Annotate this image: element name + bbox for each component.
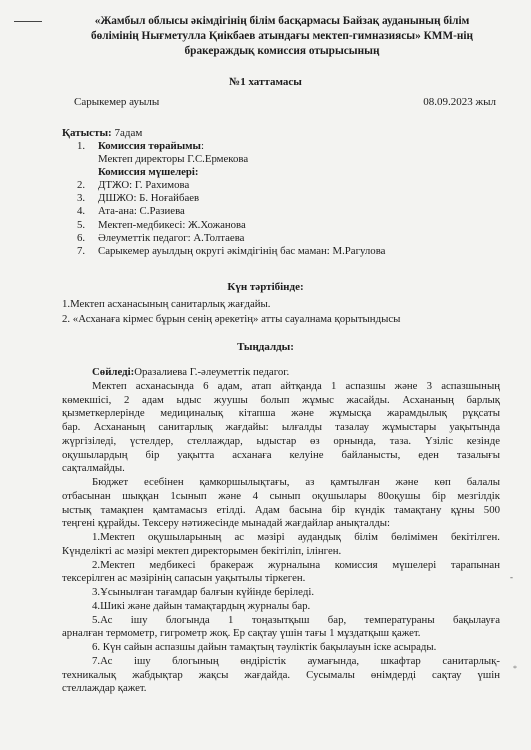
document-header	[62, 14, 502, 59]
commission-list	[77, 140, 385, 258]
member-text: Сарыкемер ауылдың округі әкімдігінің бас маман: М.Рагулова	[98, 244, 386, 257]
body-line: көмекшісі, 2 адам ыдыс жуушы болып жұмыс жасайды. Асхананың барлық	[62, 393, 500, 406]
chair-row	[77, 140, 385, 153]
member-text: Мектеп-медбикесі: Ж.Хожанова	[98, 218, 246, 231]
body-line: ыстық тамақпен қамтамасыз етілді. Адам басына бір күндік тамақтану құны 500	[62, 503, 500, 516]
speaker-label: Сөйледі:	[92, 366, 135, 378]
list-number: 5.	[77, 218, 86, 231]
body-line: 5.Ас ішу блогында 1 тоңазытқыш бар, температураны бақылауға	[92, 613, 500, 626]
margin-mark: *	[513, 664, 517, 673]
agenda-item: 2. «Асханаға кірмес бұрын сенің әрекетің» атты сауалнама қорытындысы	[62, 312, 401, 325]
attendees	[62, 127, 142, 139]
members-label	[77, 166, 385, 179]
member-text: Ата-ана: С.Разиева	[98, 205, 185, 218]
member-row	[77, 192, 385, 205]
body-line: Күнделікті ас мәзірі мектеп директорымен бекітіліп, ілінген.	[62, 544, 342, 557]
member-row	[77, 205, 385, 218]
member-text: ДТЖО: Г. Рахимова	[98, 179, 190, 192]
member-text: ДШЖО: Б. Ноғайбаев	[98, 192, 200, 205]
chair-label: Комиссия төрайымы	[98, 140, 201, 152]
member-row	[77, 232, 385, 245]
list-number: 7.	[77, 244, 86, 257]
list-number: 6.	[77, 231, 86, 244]
body-line: жүргізіледі, үстелдер, стеллаждар, ыдыстар өз орнында, таза. Үзіліс кезінде	[62, 434, 500, 447]
heard-title: Тыңдалды:	[237, 341, 294, 353]
header-line-3: бракераждық комиссия отырысының	[184, 45, 380, 57]
protocol-number: №1 хаттамасы	[229, 76, 302, 88]
body-lines	[62, 380, 500, 696]
body-line: 4.Шикі және дайын тамақтардың журналы бар.	[92, 599, 311, 612]
body-line: тексерілген ас мәзірінің сапасын уақытылы тіркеген.	[62, 572, 306, 585]
body-line: стеллаждар қажет.	[62, 682, 147, 695]
member-text: Әлеуметтік педагог: А.Толтаева	[98, 231, 245, 244]
body-line: сақталмайды.	[62, 462, 125, 475]
body-line: оқушылардың бір уақытта асханаға келуіне байланысты, еден тазалығы	[62, 448, 500, 461]
body-line: 2.Мектеп медбикесі бракераж журналына комиссия мүшелері тарапынан	[92, 558, 500, 571]
body-line: Бюджет есебінен қамкоршылықтағы, аз қамтылған және көп балалы	[92, 476, 500, 488]
members-label-text: Комиссия мүшелері:	[98, 166, 199, 179]
place-text: Сарыкемер ауылы	[74, 96, 160, 108]
member-row	[77, 219, 385, 232]
header-line-1: «Жамбыл облысы әкімдігінің білім басқармасы Байзақ ауданының білім	[94, 15, 470, 27]
corner-dash	[14, 21, 42, 22]
agenda-item: 1.Мектеп асханасының санитарлық жағдайы.	[62, 298, 271, 310]
list-number: 4.	[77, 205, 86, 218]
list-number: 3.	[77, 192, 86, 205]
body-line: отбасынан шыққан 1сынып және 4 сынып оқушылары 80оқушы бір мезгілдік	[62, 489, 500, 502]
chair-name: Мектеп директоры Г.С.Ермекова	[98, 153, 249, 166]
date-text: 08.09.2023 жыл	[423, 96, 496, 108]
list-number: 2.	[77, 179, 86, 192]
speaker-name: Оразалиева Г.-әлеуметтік педагог.	[134, 366, 290, 378]
body-line: 6. Күн сайын аспазшы дайын тамақтың тәуліктік бақылауын іске асырады.	[92, 641, 437, 653]
header-line-2: бөлімінің Нығметулла Қиікбаев атындағы мектеп-гимназиясы» КММ-нің	[90, 30, 474, 42]
member-row	[77, 245, 385, 258]
speaker-line	[62, 366, 500, 380]
body-line: бар. Асхананың санитарлық жағдайы: ылғалды тазалау жұмыстары уақытында	[62, 421, 500, 433]
body-line: техникалық жабдықтар жақсы жағдайда. Сусымалы өнімдерді сақтау үшін	[62, 668, 500, 681]
margin-mark: -	[510, 572, 513, 582]
attendees-label: Қатысты:	[62, 127, 112, 139]
body-line: Мектеп асханасында 6 адам, атап айтқанда 1 аспазшы және 3 аспазшының	[92, 379, 500, 392]
member-row	[77, 179, 385, 192]
agenda-list	[62, 297, 400, 326]
body-line: 3.Ұсынылған тағамдар балғын күйінде беріледі.	[92, 586, 315, 598]
agenda-title: Күн тәртібінде:	[227, 281, 304, 293]
attendees-count: 7адам	[111, 127, 143, 139]
body-line: қызметкерлерінде медициналық кітапша және жұмысқа жарамдылық рұқсаты	[62, 407, 500, 420]
heard-body	[62, 366, 500, 696]
body-line: арналған термометр, гигрометр жоқ. Ер сақтау үшін тағы 1 мұздатқыш қажет.	[62, 627, 421, 640]
body-line: теңгені құрайды. Тексеру нәтижесінде мынадай жағдайлар анықталды:	[62, 517, 391, 530]
chair-colon: :	[200, 140, 204, 152]
list-number: 1.	[77, 140, 86, 152]
body-line: 1.Мектеп оқушыларының ас мәзірі аудандық білім бөлімімен бекітілген.	[92, 531, 500, 543]
body-line: 7.Ас ішу блогының өндірістік аумағында, шкафтар санитарлық-	[92, 654, 500, 667]
